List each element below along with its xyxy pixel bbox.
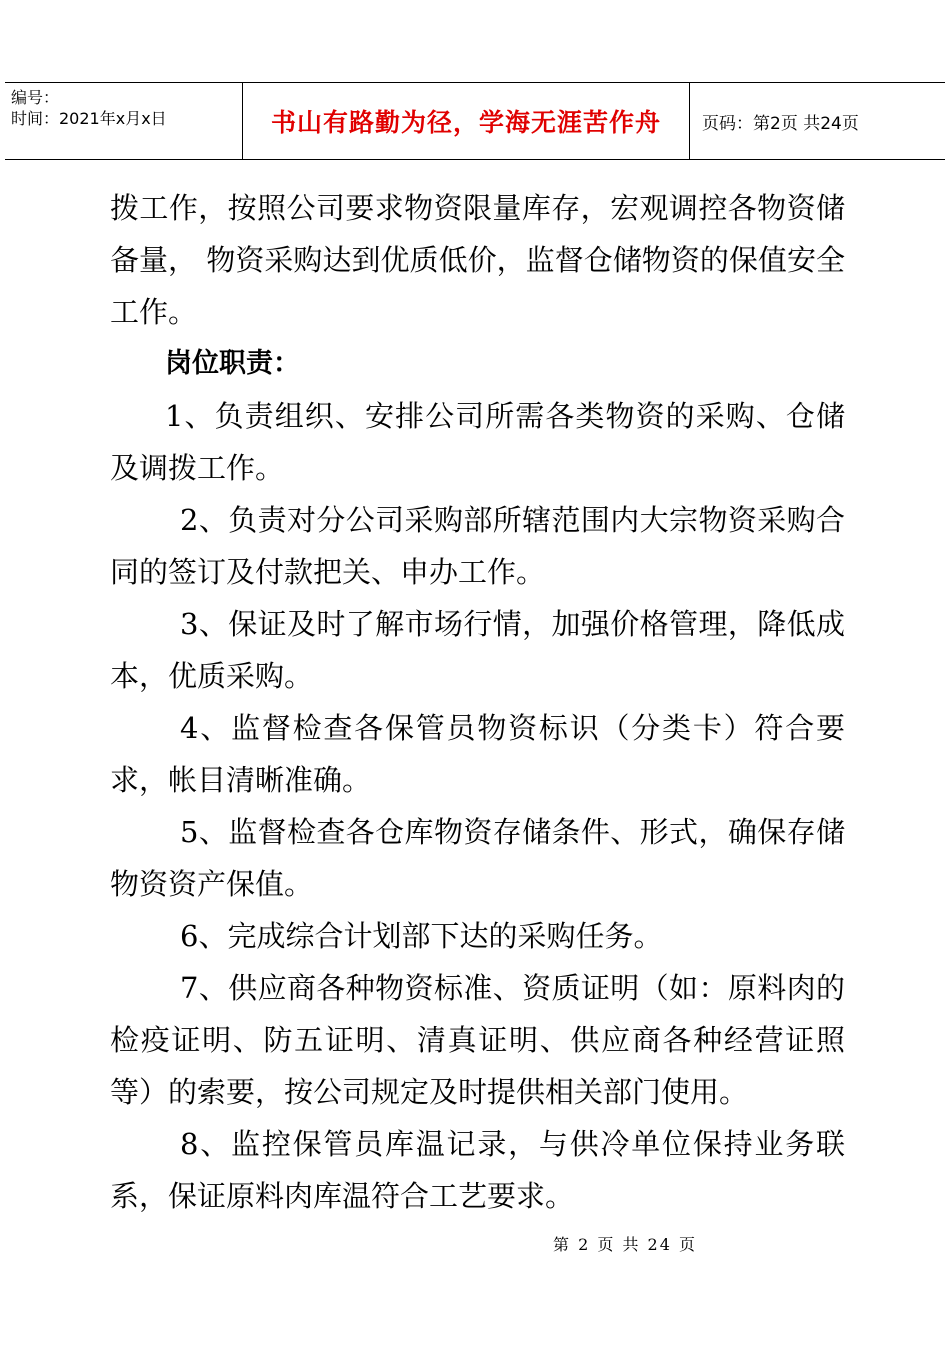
section-heading: 岗位职责： [165, 348, 300, 379]
intro-paragraph: 拨工作，按照公司要求物资限量库存，宏观调控各物资储备量， 物资采购达到优质低价，监督仓储物资的保值安全工作。 [110, 191, 845, 329]
header-meta-cell [5, 83, 243, 159]
header-page-info: 页码：第2页 共24页 [702, 113, 859, 134]
duty-item-3: 3、保证及时了解市场行情，加强价格管理，降低成本，优质采购。 [110, 607, 845, 693]
duty-item-2: 2、负责对分公司采购部所辖范围内大宗物资采购合同的签订及付款把关、申办工作。 [110, 503, 845, 589]
page-footer: 第 2 页 共 24 页 [553, 1235, 697, 1254]
document-header [5, 82, 945, 160]
duty-item-4: 4、监督检查各保管员物资标识（分类卡）符合要求，帐目清晰准确。 [110, 711, 845, 797]
header-motto-cell [243, 83, 690, 159]
duty-item-1: 1、负责组织、安排公司所需各类物资的采购、仓储及调拨工作。 [110, 399, 845, 485]
header-page-cell [690, 83, 945, 159]
duty-item-6: 6、完成综合计划部下达的采购任务。 [180, 919, 663, 953]
document-date: 时间：2021年x月x日 [11, 109, 167, 128]
duty-item-7: 7、供应商各种物资标准、资质证明（如：原料肉的检疫证明、防五证明、清真证明、供应商各种经营证照等）的索要，按公司规定及时提供相关部门使用。 [110, 971, 845, 1109]
duty-item-8: 8、监控保管员库温记录，与供冷单位保持业务联系，保证原料肉库温符合工艺要求。 [110, 1127, 845, 1213]
document-body [110, 182, 845, 1222]
document-number-label: 编号： [11, 88, 60, 107]
header-motto: 书山有路勤为径，学海无涯苦作舟 [270, 108, 661, 137]
duty-item-5: 5、监督检查各仓库物资存储条件、形式，确保存储物资资产保值。 [110, 815, 845, 901]
